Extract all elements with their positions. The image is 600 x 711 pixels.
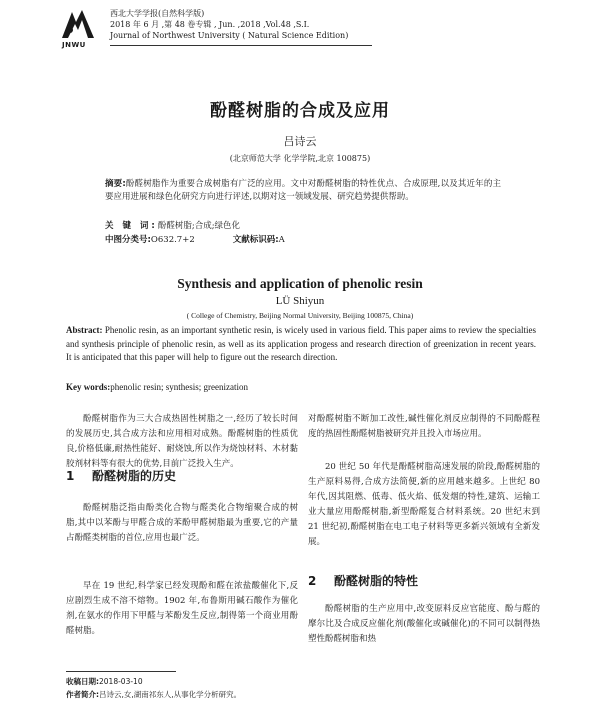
- author-bio-label: 作者简介:: [66, 690, 99, 699]
- right-text-2: 20 世纪 50 年代是酚醛树脂高速发展的阶段,酚醛树脂的生产原料易得,合成方法简便,新的应用越来越多。上世纪 80 年代,因其阻燃、低毒、低火焰、低发烟的特性,建筑、运输工业大量应用酚醛树脂,新型酚醛复合材料系统。20 世纪末到 21 世纪初,酚醛树脂在电工电子材料等更多新兴领域有全新发展。: [308, 462, 540, 547]
- section-1-heading: [66, 467, 176, 484]
- author-bio: [66, 689, 241, 700]
- section-2-paragraph-1: [308, 602, 540, 647]
- right-paragraph-1: [308, 412, 540, 442]
- journal-name-en: Journal of Northwest University ( Natural Science Edition): [110, 31, 349, 40]
- right-paragraph-2: [308, 460, 540, 550]
- section-1-number: 1: [66, 469, 75, 483]
- section-2-text-1: 酚醛树脂的生产应用中,改变原料反应官能度、酚与醛的摩尔比及合成反应催化剂(酸催化或碱催化)的不同可以制得热塑性酚醛树脂和热: [308, 604, 540, 644]
- doc-code-label: 文献标识码:: [232, 235, 279, 245]
- keywords-zh-text: 酚醛树脂;合成;绿色化: [157, 221, 241, 231]
- received-value: 2018-03-10: [99, 677, 143, 686]
- abstract-en: [66, 324, 536, 365]
- footnote-rule: [66, 671, 176, 672]
- section-2-heading: [308, 572, 418, 589]
- keywords-en: [66, 382, 248, 392]
- keywords-zh-label: 关 键 词:: [105, 221, 158, 231]
- abstract-en-label: Abstract:: [66, 325, 103, 335]
- journal-emblem-icon: [58, 8, 98, 42]
- abstract-zh: [105, 178, 501, 204]
- abstract-zh-label: 摘要:: [105, 179, 126, 189]
- received-date: [66, 676, 143, 687]
- article-author: 吕诗云: [283, 135, 317, 148]
- keywords-en-label: Key words:: [66, 382, 111, 392]
- classification-line: [105, 233, 285, 245]
- article-affiliation: (北京师范大学 化学学院,北京 100875): [229, 154, 371, 163]
- clc-value: O632.7+2: [150, 235, 195, 245]
- issue-info: 2018 年 6 月 ,第 48 卷专辑 , Jun. ,2018 ,Vol.48 ,S.I.: [110, 20, 310, 29]
- logo-text: JNWU: [62, 41, 86, 49]
- section-2-title: 酚醛树脂的特性: [334, 574, 419, 588]
- intro-text: 酚醛树脂作为三大合成热固性树脂之一,经历了较长时间的发展历史,其合成方法和应用相对成熟。酚醛树脂的性质优良,价格低廉,耐热性能好、耐烧蚀,所以作为烧蚀材料、木材黏胶剂材料等有很大的优势,目前广泛投入生产。: [66, 414, 298, 469]
- abstract-en-text: Phenolic resin, as an important synthetic resin, is wicely used in various field. This paper aims to review the specialties and synthesis principle of phenolic resin, as well as its application progess and research direction of greenization in recent years. It is anticipated that this paper will help to figure out the research direction.: [66, 325, 537, 362]
- received-label: 收稿日期:: [66, 677, 99, 686]
- keywords-en-text: phenolic resin; synthesis; greenization: [110, 382, 248, 392]
- header-rule: [110, 45, 372, 46]
- section-1-text-2: 早在 19 世纪,科学家已经发现酚和醛在浓盐酸催化下,反应剧烈生成不溶不熔物。1902 年,布鲁斯用碱石酸作为催化剂,在氨水的作用下甲醛与苯酚发生反应,制得第一个商业用酚醛树脂。: [66, 581, 298, 636]
- journal-name-zh: 西北大学学报(自然科学版): [110, 9, 205, 18]
- journal-logo: [58, 8, 98, 48]
- article-title-en: Synthesis and application of phenolic resin: [177, 276, 423, 291]
- right-text-1: 对酚醛树脂不断加工改性,碱性催化剂反应制得的不同酚醛程度的热固性酚醛树脂被研究并且投入市场应用。: [308, 414, 540, 439]
- intro-paragraph: [66, 412, 298, 472]
- keywords-zh: [105, 219, 240, 231]
- clc-label: 中图分类号:: [105, 235, 151, 245]
- section-1-text-1: 酚醛树脂泛指由酚类化合物与醛类化合物缩聚合成的树脂,其中以苯酚与甲醛合成的苯酚甲醛树脂最为重要,它的产量占酚醛类树脂的首位,应用也最广泛。: [66, 503, 298, 543]
- section-1-paragraph-2: [66, 579, 298, 639]
- article-title: 酚醛树脂的合成及应用: [210, 101, 390, 121]
- author-bio-value: 吕诗云,女,湖南祁东人,从事化学分析研究。: [99, 690, 242, 699]
- section-1-title: 酚醛树脂的历史: [92, 469, 177, 483]
- doc-code-value: A: [278, 235, 285, 245]
- section-1-paragraph-1: [66, 501, 298, 546]
- article-affiliation-en: ( College of Chemistry, Beijing Normal University, Beijing 100875, China): [186, 311, 414, 320]
- article-author-en: LÜ Shiyun: [275, 295, 325, 307]
- abstract-zh-text: 酚醛树脂作为重要合成树脂有广泛的应用。文中对酚醛树脂的特性优点、合成原理,以及其近年的主要应用进展和绿色化研究方向进行评述,以期对这一领域发展、研究趋势提供帮助。: [105, 179, 501, 202]
- section-2-number: 2: [308, 574, 317, 588]
- journal-header: [58, 8, 578, 48]
